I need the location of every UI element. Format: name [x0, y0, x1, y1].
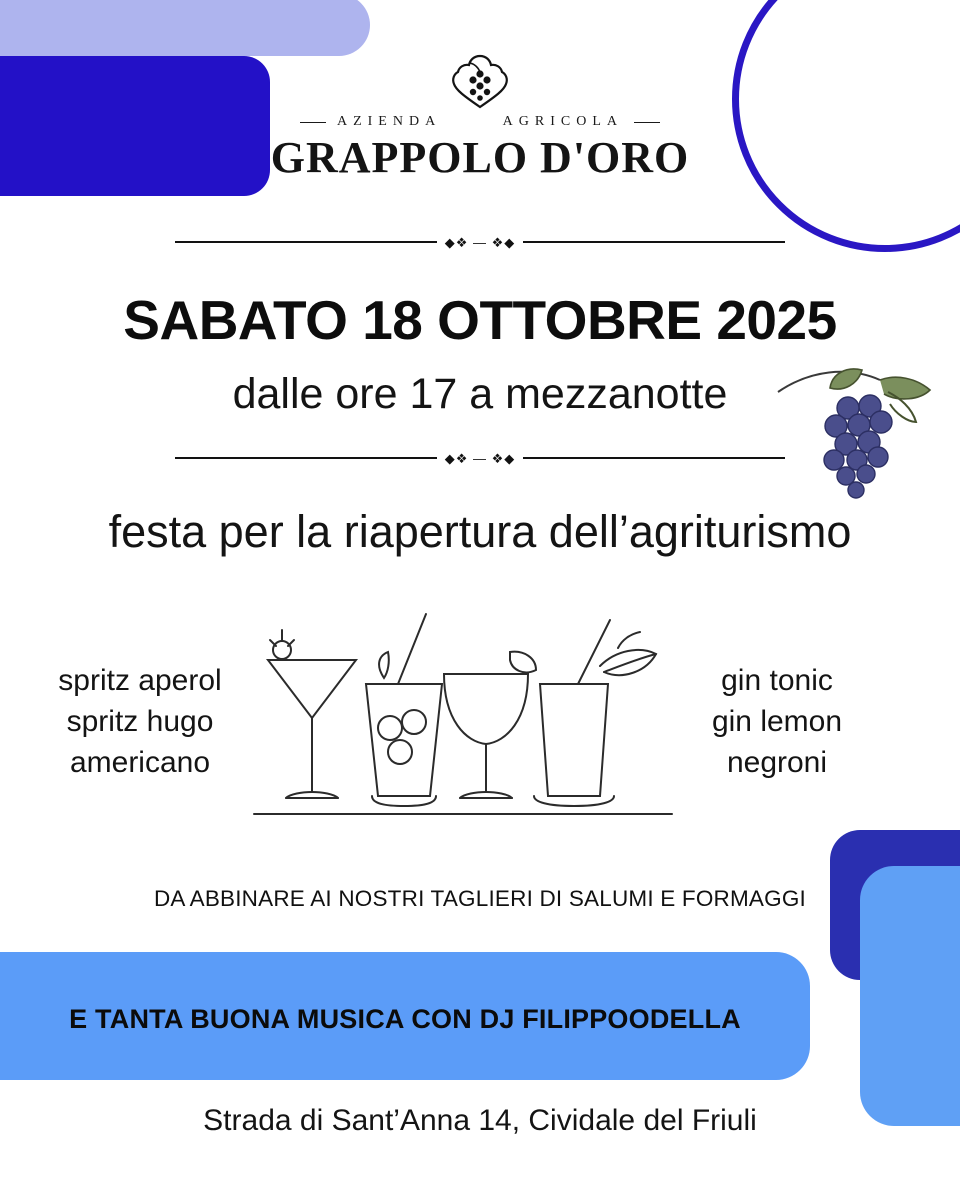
cocktail-glasses-icon — [248, 600, 678, 840]
drinks-right-list — [662, 660, 892, 783]
brand-tagline — [300, 114, 660, 130]
grape-crest-icon — [434, 52, 526, 110]
divider-ornament: ◆❖ — ❖◆ — [444, 450, 516, 466]
divider-ornament: ◆❖ — ❖◆ — [444, 234, 516, 250]
venue-address: Strada di Sant’Anna 14, Cividale del Friuli — [203, 1104, 757, 1137]
drink-item: spritz aperol — [58, 664, 222, 697]
drink-item: spritz hugo — [66, 705, 214, 738]
tagline-rule-right — [634, 122, 660, 123]
drink-item: negroni — [726, 746, 828, 779]
event-time: dalle ore 17 a mezzanotte — [232, 370, 728, 418]
brand-name: GRAPPOLO D'ORO — [270, 133, 690, 182]
divider-rule — [175, 241, 437, 243]
drink-item: gin lemon — [711, 705, 843, 738]
ornamental-divider-bottom — [175, 450, 785, 466]
event-description: festa per la riapertura dell’agriturismo — [108, 506, 852, 557]
event-date: SABATO 18 OTTOBRE 2025 — [123, 289, 837, 351]
brand-logo — [0, 52, 960, 183]
pairing-note: DA ABBINARE AI NOSTRI TAGLIERI DI SALUMI E FORMAGGI — [153, 886, 806, 911]
lavender-bar-shape — [0, 0, 370, 56]
drinks-left-list — [40, 660, 240, 783]
divider-rule — [175, 457, 437, 459]
drink-item: gin tonic — [721, 664, 833, 697]
grape-bunch-icon — [770, 352, 950, 512]
ornamental-divider-top — [175, 234, 785, 250]
divider-rule — [523, 457, 785, 459]
divider-rule — [523, 241, 785, 243]
tagline-right-text: AGRICOLA — [502, 114, 623, 129]
music-note: E TANTA BUONA MUSICA CON DJ FILIPPOODELLA — [69, 1004, 741, 1034]
drink-item: americano — [69, 746, 211, 779]
tagline-left-text: AZIENDA — [336, 114, 441, 129]
tagline-rule-left — [300, 122, 326, 123]
